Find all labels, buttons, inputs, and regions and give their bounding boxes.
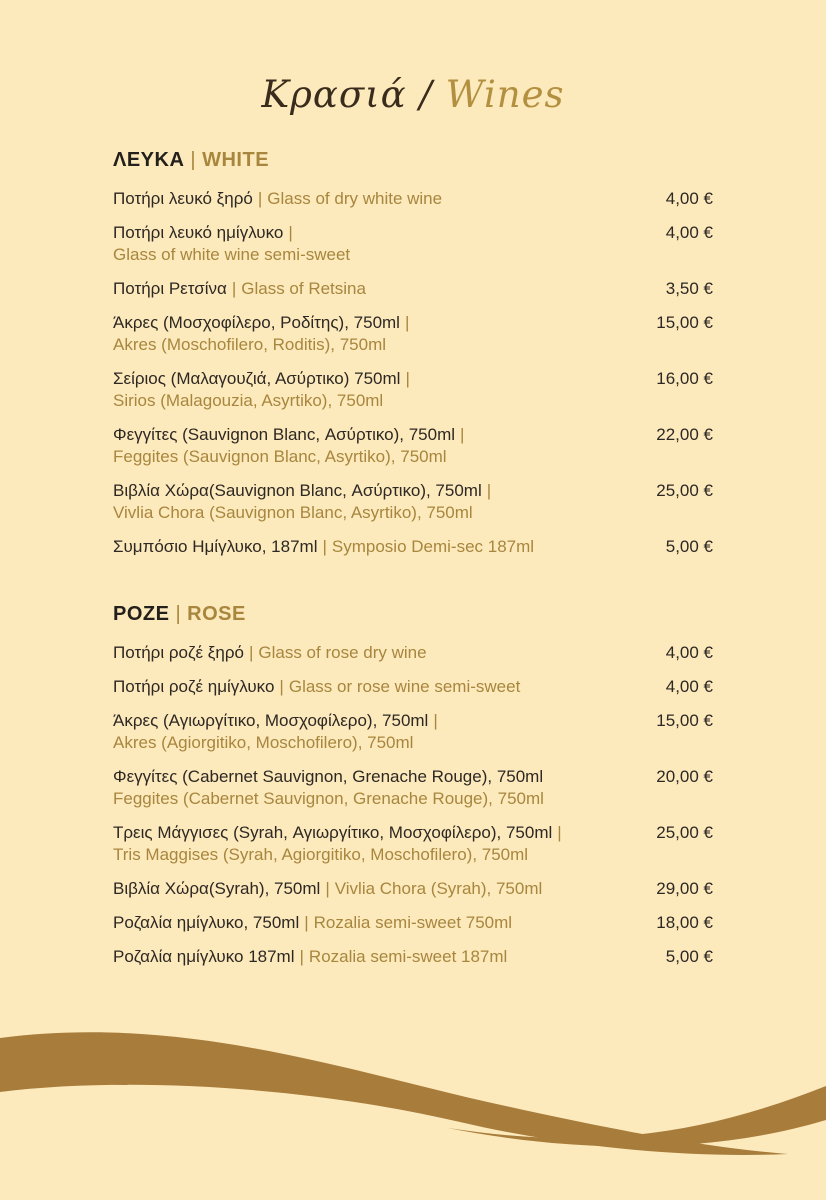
item-price: 20,00 € (656, 767, 713, 786)
menu-item (113, 766, 713, 810)
item-separator: | (433, 711, 438, 730)
item-label (113, 822, 567, 866)
item-price: 25,00 € (656, 481, 713, 500)
menu-item (113, 222, 713, 266)
item-name-greek: Άκρες (Μοσχοφίλερο, Ροδίτης), 750ml (113, 313, 400, 332)
section-heading-english: WHITE (202, 149, 270, 171)
item-price: 18,00 € (656, 913, 713, 932)
page-title-english: Wines (445, 73, 565, 116)
item-name-greek: Ποτήρι λευκό ξηρό (113, 189, 253, 208)
item-name-english: Rozalia semi-sweet 750ml (313, 913, 513, 932)
item-label (113, 188, 442, 210)
item-label (113, 766, 553, 810)
item-name-greek: Φεγγίτες (Sauvignon Blanc, Ασύρτικο), 750ml (113, 425, 456, 444)
item-name-greek: Φεγγίτες (Cabernet Sauvignon, Grenache Rouge), 750ml (113, 767, 544, 786)
item-price: 15,00 € (656, 313, 713, 332)
item-separator: | (325, 879, 330, 898)
item-price: 29,00 € (656, 879, 713, 898)
section-heading-separator: | (190, 149, 197, 171)
item-name-greek: Ποτήρι λευκό ημίγλυκο (113, 223, 284, 242)
section-white (113, 148, 713, 558)
item-label (113, 676, 520, 698)
item-name-english: Vivlia Chora (Syrah), 750ml (334, 879, 543, 898)
item-separator: | (405, 369, 410, 388)
item-name-greek: Ροζαλία ημίγλυκο 187ml (113, 947, 295, 966)
item-price: 22,00 € (656, 425, 713, 444)
section-rose (113, 602, 713, 968)
item-label (113, 878, 542, 900)
item-separator: | (299, 947, 304, 966)
section-heading-english: ROSE (187, 603, 246, 625)
item-price: 4,00 € (665, 223, 713, 242)
item-price: 3,50 € (665, 279, 713, 298)
page-title-greek: Κρασιά (261, 73, 407, 116)
section-heading-white (113, 148, 713, 172)
menu-item (113, 946, 713, 968)
menu-item (113, 710, 713, 754)
item-name-english: Sirios (Malagouzia, Asyrtiko), 750ml (113, 391, 384, 410)
item-name-greek: Τρεις Μάγγισες (Syrah, Αγιωργίτικο, Μοσχοφίλερο), 750ml (113, 823, 553, 842)
item-label (113, 368, 415, 412)
item-name-greek: Ποτήρι ροζέ ημίγλυκο (113, 677, 275, 696)
item-separator: | (404, 313, 410, 332)
item-name-english: Symposio Demi-sec 187ml (331, 537, 535, 556)
section-heading-separator: | (175, 603, 182, 625)
item-name-english: Glass of dry white wine (267, 189, 443, 208)
section-heading-greek: ΛΕΥΚΑ (113, 149, 185, 171)
menu-item (113, 912, 713, 934)
menu-item (113, 278, 713, 300)
item-name-english: Glass or rose wine semi-sweet (288, 677, 521, 696)
item-name-english: Feggites (Sauvignon Blanc, Asyrtiko), 750ml (113, 447, 447, 466)
item-label (113, 278, 366, 300)
item-separator: | (322, 537, 327, 556)
item-separator: | (557, 823, 562, 842)
item-price: 5,00 € (665, 947, 713, 966)
menu-item (113, 368, 713, 412)
menu-item (113, 424, 713, 468)
menu-item (113, 878, 713, 900)
item-separator: | (304, 913, 309, 932)
menu-item (113, 312, 713, 356)
item-name-greek: Σείριος (Μαλαγουζιά, Ασύρτικο) 750ml (113, 369, 401, 388)
menu-item (113, 480, 713, 524)
item-price: 4,00 € (665, 677, 713, 696)
item-separator: | (231, 279, 237, 298)
menu-item (113, 822, 713, 866)
item-label (113, 480, 496, 524)
item-separator: | (288, 223, 293, 242)
item-separator: | (486, 481, 492, 500)
wave-decoration (0, 1000, 826, 1200)
item-name-english: Vivlia Chora (Sauvignon Blanc, Asyrtiko), 750ml (113, 503, 473, 522)
item-name-english: Rozalia semi-sweet 187ml (308, 947, 508, 966)
menu-item (113, 536, 713, 558)
item-name-greek: Συμπόσιο Ημίγλυκο, 187ml (113, 537, 318, 556)
item-label (113, 222, 350, 266)
item-name-greek: Άκρες (Αγιωργίτικο, Μοσχοφίλερο), 750ml (113, 711, 429, 730)
menu-item (113, 188, 713, 210)
item-name-greek: Ποτήρι ροζέ ξηρό (113, 643, 244, 662)
item-name-greek: Βιβλία Χώρα(Sauvignon Blanc, Ασύρτικο), 750ml (113, 481, 482, 500)
item-label (113, 536, 534, 558)
section-heading-greek: ΡΟΖΕ (113, 603, 170, 625)
item-name-greek: Ποτήρι Ρετσίνα (113, 279, 227, 298)
item-label (113, 710, 443, 754)
menu-content (113, 72, 713, 980)
item-name-english: Glass of white wine semi-sweet (113, 245, 351, 264)
item-label (113, 424, 469, 468)
item-label (113, 946, 507, 968)
item-price: 5,00 € (665, 537, 713, 556)
item-price: 16,00 € (656, 369, 713, 388)
item-name-greek: Βιβλία Χώρα(Syrah), 750ml (113, 879, 321, 898)
item-price: 25,00 € (656, 823, 713, 842)
item-separator: | (257, 189, 263, 208)
item-name-greek: Ροζαλία ημίγλυκο, 750ml (113, 913, 300, 932)
item-name-english: Akres (Moschofilero, Roditis), 750ml (113, 335, 387, 354)
menu-item (113, 642, 713, 664)
item-name-english: Feggites (Cabernet Sauvignon, Grenache Rouge), 750ml (113, 789, 544, 808)
item-name-english: Glass of rose dry wine (258, 643, 427, 662)
page-title (113, 72, 713, 118)
item-price: 4,00 € (665, 643, 713, 662)
item-separator: | (279, 677, 284, 696)
item-separator: | (248, 643, 254, 662)
item-label (113, 312, 414, 356)
section-heading-rose (113, 602, 713, 626)
item-price: 15,00 € (656, 711, 713, 730)
item-separator: | (460, 425, 465, 444)
item-name-english: Akres (Agiorgitiko, Moschofilero), 750ml (113, 733, 414, 752)
page-title-separator: / (419, 73, 433, 116)
item-label (113, 912, 512, 934)
item-price: 4,00 € (665, 189, 713, 208)
item-name-english: Tris Maggises (Syrah, Agiorgitiko, Moschofilero), 750ml (113, 845, 529, 864)
item-label (113, 642, 427, 664)
item-name-english: Glass of Retsina (241, 279, 366, 298)
menu-item (113, 676, 713, 698)
